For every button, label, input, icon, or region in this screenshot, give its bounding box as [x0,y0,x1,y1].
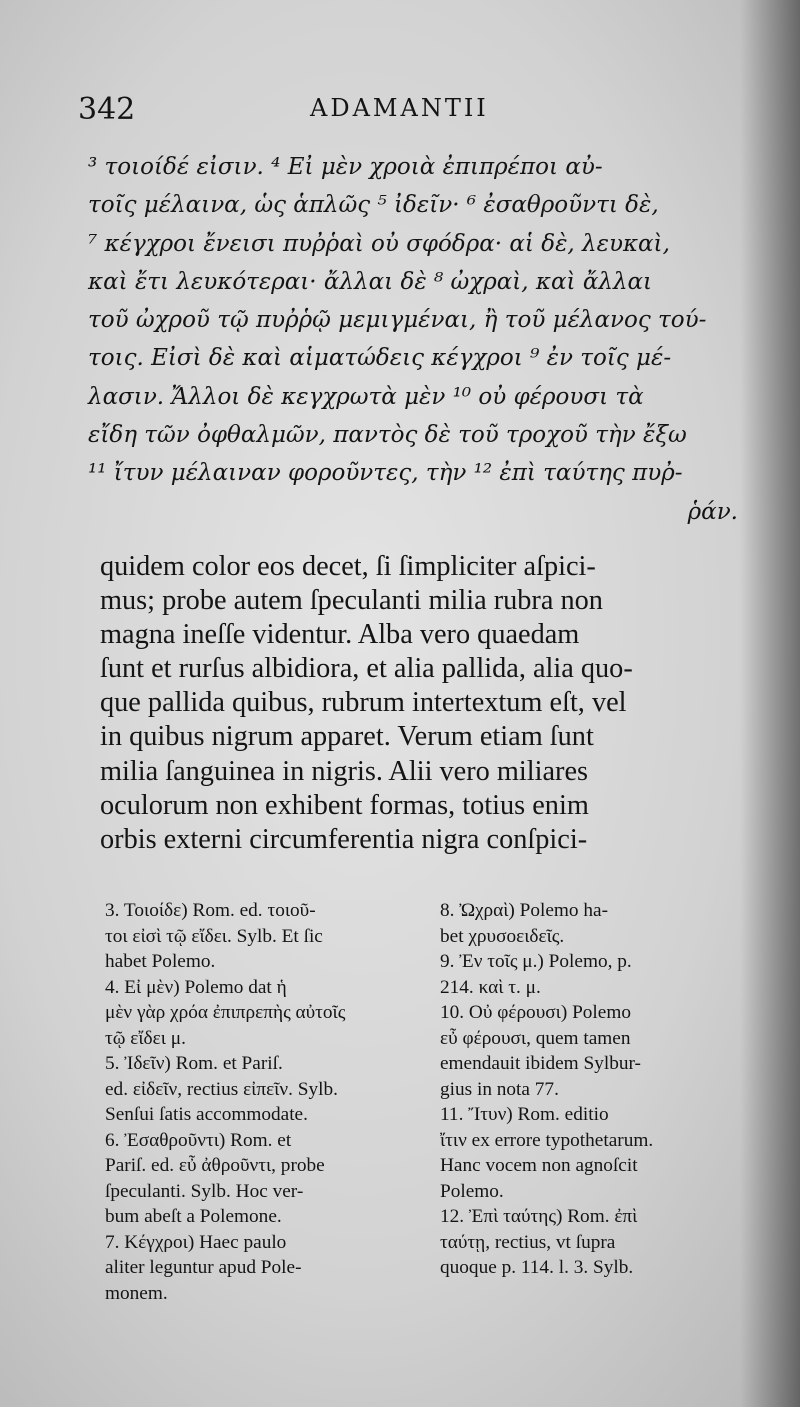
footnote-line: ταύτῃ, rectius, vt ſupra [440,1231,616,1253]
text-line: ³ τοιοίδέ εἰσιν. ⁴ Εἰ μὲν χροιὰ ἐπιπρέποι αὐ- [88,154,603,180]
footnote-line: εὖ φέρουσι, quem tamen [440,1027,631,1049]
text-line: magna ineſſe videntur. Alba vero quaedam [100,619,580,651]
footnote-line: 12. Ἐπὶ ταύτης) Rom. ἐπὶ [440,1206,638,1227]
running-title: ADAMANTII [310,94,489,122]
footnote-line: μὲν γὰρ χρόα ἐπιπρεπὴς αὐτοῖς [105,1002,346,1023]
footnote [440,1000,750,1102]
greek-text-block [88,148,738,531]
footnote-line: Pariſ. ed. εὖ ἀθροῦντι, probe [105,1155,325,1176]
footnote-line: quoque p. 114. l. 3. Sylb. [440,1257,634,1278]
footnote-line: 7. Κέγχροι) Haec paulo [105,1231,287,1253]
footnote-line: bet χρυσοειδεῖς. [440,925,565,947]
latin-text-block [100,550,745,857]
text-line: que pallida quibus, rubrum intertextum eſt, vel [100,687,627,719]
footnote-line: ἴτιν ex errore typothetarum. [440,1129,654,1151]
footnote-line: 3. Τοιοίδε) Rom. ed. τοιοῦ- [105,900,316,921]
footnote-line: Polemo. [440,1180,504,1202]
footnote-line: monem. [105,1282,168,1304]
footnote-line: 214. καὶ τ. μ. [440,976,541,998]
text-line: ⁷ κέγχροι ἔνεισι πυῤῥαὶ οὐ σφόδρα· αἱ δὲ, λευκαὶ, [88,230,670,257]
footnote-line: Hanc vocem non agnoſcit [440,1155,638,1176]
footnote-line: gius in nota 77. [440,1078,559,1100]
footnote-line: aliter leguntur apud Pole- [105,1257,302,1278]
text-line: oculorum non exhibent formas, totius enim [100,789,589,821]
footnote [440,949,750,1000]
footnote-line: τῷ εἴδει μ. [105,1027,186,1049]
footnote [105,898,405,975]
footnote-line: habet Polemo. [105,951,216,972]
text-line: τοῦ ὠχροῦ τῷ πυῤῥῷ μεμιγμέναι, ἢ τοῦ μέλανος τού- [88,307,707,334]
footnote [105,1230,405,1307]
page-header [0,92,800,132]
footnote-line: 4. Εἰ μὲν) Polemo dat ἡ [105,976,287,998]
footnote-line: 11. Ἴτυν) Rom. editio [440,1104,609,1125]
text-line: τοις. Εἰσὶ δὲ καὶ αἱματώδεις κέγχροι ⁹ ἐν τοῖς μέ- [88,345,672,372]
footnote-line: emendauit ibidem Sylbur- [440,1053,641,1074]
page-number: 342 [78,92,136,127]
text-line: εἴδη τῶν ὀφθαλμῶν, παντὸς δὲ τοῦ τροχοῦ τὴν ἔξω [88,422,687,449]
footnote-line: ſpeculanti. Sylb. Hoc ver- [105,1180,304,1202]
footnote-line: Senſui ſatis accommodate. [105,1104,308,1125]
text-line: in quibus nigrum apparet. Verum etiam ſunt [100,721,594,753]
footnote-line: 8. Ὠχραὶ) Polemo ha- [440,900,609,921]
text-line: τοῖς μέλαινα, ὡς ἁπλῶς ⁵ ἰδεῖν· ⁶ ἐσαθροῦντι δὲ, [88,192,659,219]
footnote [440,1102,750,1204]
text-line: milia ſanguinea in nigris. Alii vero miliares [100,755,589,787]
footnote [440,1204,750,1281]
text-line: quidem color eos decet, ſi ſimpliciter aſpici- [100,551,596,582]
footnote [440,898,750,949]
text-line: λασιν. Ἄλλοι δὲ κεγχρωτὰ μὲν ¹⁰ οὐ φέρουσι τὰ [88,383,644,410]
footnote [105,975,405,1052]
footnote-line: 9. Ἐν τοῖς μ.) Polemo, p. [440,951,632,972]
text-line: ¹¹ ἴτυν μέλαιναν φοροῦντες, τὴν ¹² ἐπὶ ταύτης πυῤ- [88,460,683,487]
footnote-line: 5. Ἰδεῖν) Rom. et Pariſ. [105,1053,283,1074]
footnote [105,1128,405,1230]
text-line: orbis externi circumferentia nigra conſpici- [100,823,588,855]
footnotes-left-column [105,898,405,1306]
footnote-line: 6. Ἐσαθροῦντι) Rom. et [105,1129,292,1151]
text-line: ῥάν. [687,498,738,525]
footnote-line: 10. Οὐ φέρουσι) Polemo [440,1002,631,1023]
footnote-line: bum abeſt a Polemone. [105,1206,282,1227]
text-line: mus; probe autem ſpeculanti milia rubra non [100,585,603,617]
text-line: ſunt et rurſus albidiora, et alia pallida, alia quo- [100,653,633,685]
footnote [105,1051,405,1128]
footnote-line: τοι εἰσὶ τῷ εἴδει. Sylb. Et ſic [105,925,323,947]
footnotes-right-column [440,898,750,1281]
text-line: καὶ ἔτι λευκότεραι· ἄλλαι δὲ ⁸ ὠχραὶ, καὶ ἄλλαι [88,268,653,295]
footnote-line: ed. εἰδεῖν, rectius εἰπεῖν. Sylb. [105,1078,338,1100]
